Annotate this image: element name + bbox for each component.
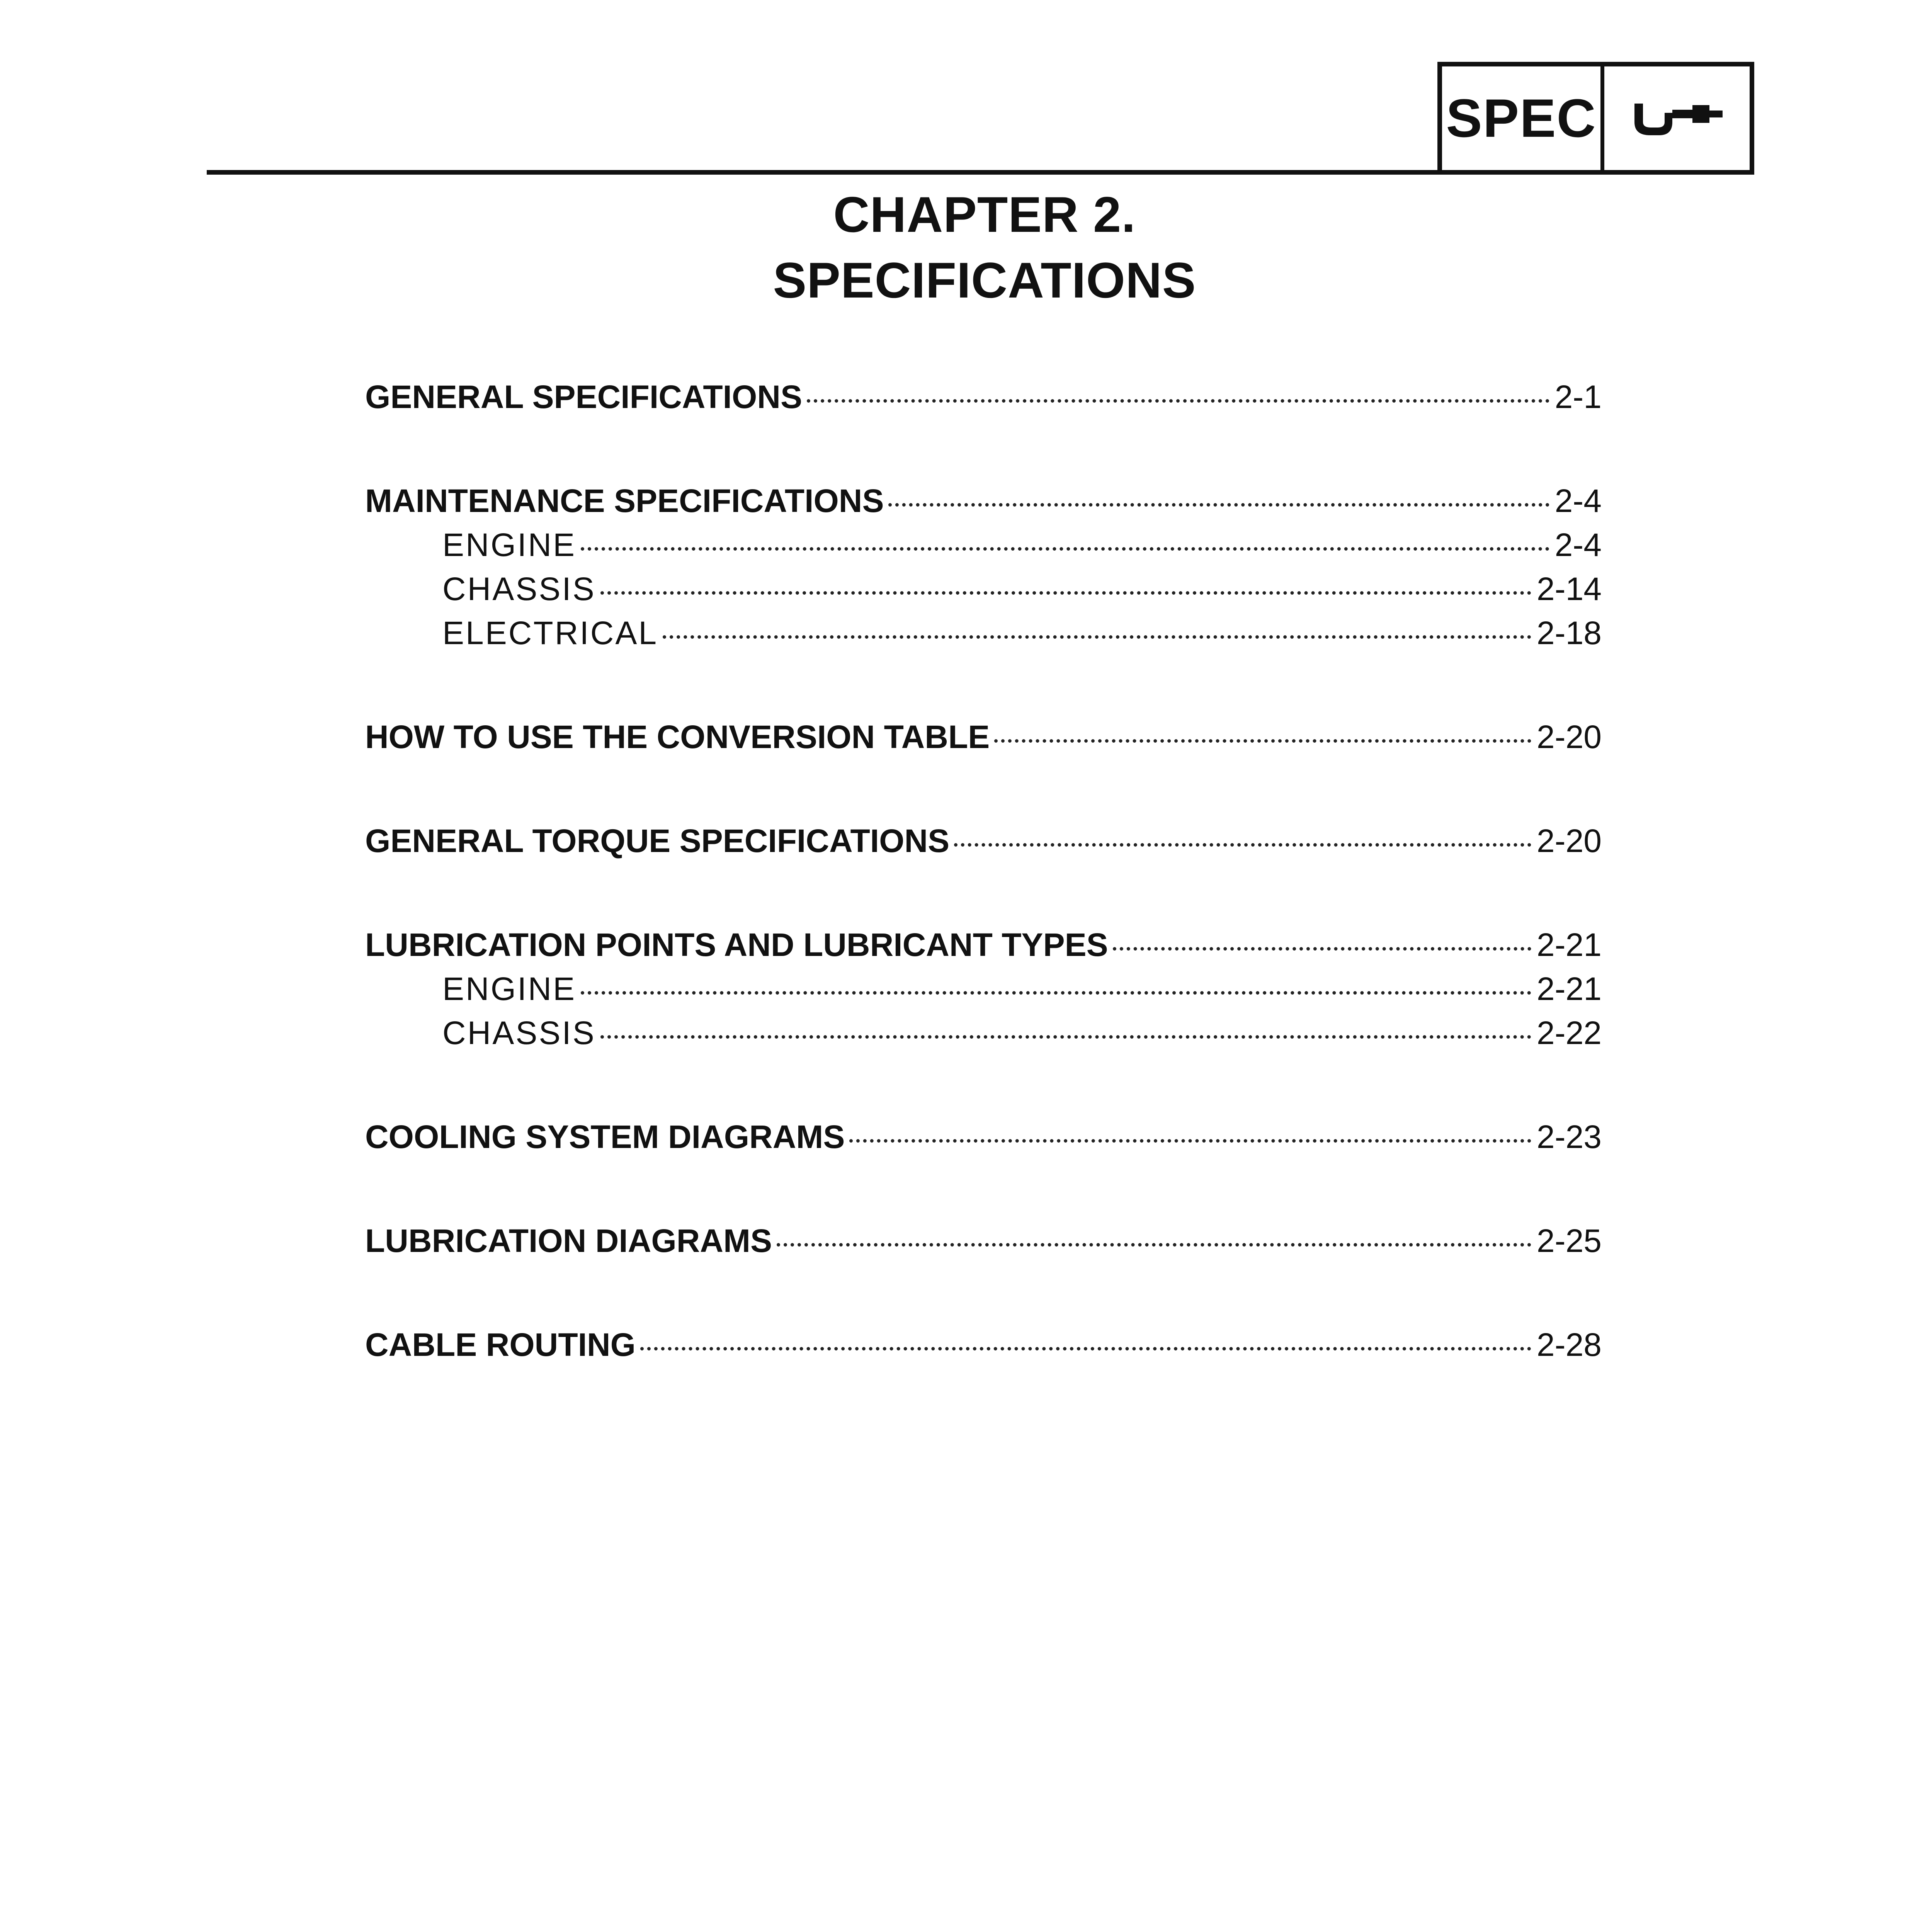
toc-group <box>365 375 1602 419</box>
toc-subentry-page: 2-22 <box>1536 1015 1602 1051</box>
header-rule <box>207 170 1437 175</box>
dot-leader <box>888 503 1549 507</box>
toc-entry[interactable] <box>365 1323 1602 1367</box>
toc-subentry[interactable] <box>365 611 1602 655</box>
toc-entry-page: 2-4 <box>1554 483 1602 519</box>
toc-subentry-label: CHASSIS <box>442 571 596 607</box>
dot-leader <box>1113 947 1531 951</box>
toc-entry[interactable] <box>365 375 1602 419</box>
toc-entry-label: GENERAL SPECIFICATIONS <box>365 379 803 415</box>
toc-entry-page: 2-21 <box>1536 927 1602 963</box>
dot-leader <box>600 1035 1531 1039</box>
chapter-number: CHAPTER 2. <box>833 186 1136 243</box>
toc-entry-page: 2-28 <box>1536 1327 1602 1363</box>
toc-subentry[interactable] <box>365 967 1602 1011</box>
dot-leader <box>807 399 1549 403</box>
toc-subentry[interactable] <box>365 567 1602 611</box>
micrometer-icon <box>1627 95 1727 141</box>
toc-entry-label: LUBRICATION DIAGRAMS <box>365 1223 772 1259</box>
toc-subentry-label: CHASSIS <box>442 1015 596 1051</box>
toc-entry-label: COOLING SYSTEM DIAGRAMS <box>365 1119 845 1155</box>
toc-group <box>365 1115 1602 1159</box>
toc-group <box>365 715 1602 759</box>
dot-leader <box>581 991 1531 995</box>
toc-group <box>365 479 1602 655</box>
toc-entry-page: 2-23 <box>1536 1119 1602 1155</box>
dot-leader <box>954 843 1531 847</box>
toc-subentry-page: 2-4 <box>1554 527 1602 563</box>
toc-subentry-label: ELECTRICAL <box>442 615 658 651</box>
toc-group <box>365 819 1602 863</box>
toc-entry-label: GENERAL TORQUE SPECIFICATIONS <box>365 823 950 859</box>
dot-leader <box>600 591 1531 595</box>
toc-subentry[interactable] <box>365 1011 1602 1055</box>
dot-leader <box>849 1139 1531 1143</box>
toc-entry[interactable] <box>365 1219 1602 1263</box>
toc-entry-label: MAINTENANCE SPECIFICATIONS <box>365 483 884 519</box>
section-tab <box>1437 62 1754 175</box>
dot-leader <box>581 547 1549 551</box>
toc-subentry-page: 2-14 <box>1536 571 1602 607</box>
toc-entry-label: LUBRICATION POINTS AND LUBRICANT TYPES <box>365 927 1108 963</box>
toc-entry[interactable] <box>365 479 1602 523</box>
table-of-contents <box>365 375 1602 1427</box>
toc-subentry-label: ENGINE <box>442 971 577 1007</box>
toc-entry-label: CABLE ROUTING <box>365 1327 636 1363</box>
toc-entry[interactable] <box>365 715 1602 759</box>
section-label: SPEC <box>1442 66 1604 170</box>
toc-group <box>365 1323 1602 1367</box>
dot-leader <box>777 1243 1531 1247</box>
toc-subentry-label: ENGINE <box>442 527 577 563</box>
toc-group <box>365 1219 1602 1263</box>
section-icon-cell <box>1604 66 1750 170</box>
chapter-title <box>0 182 1932 313</box>
toc-group <box>365 923 1602 1055</box>
toc-entry-page: 2-1 <box>1554 379 1602 415</box>
toc-subentry-page: 2-21 <box>1536 971 1602 1007</box>
chapter-name: SPECIFICATIONS <box>773 252 1196 308</box>
toc-subentry[interactable] <box>365 523 1602 567</box>
toc-entry-page: 2-20 <box>1536 719 1602 755</box>
toc-entry-page: 2-20 <box>1536 823 1602 859</box>
toc-entry-page: 2-25 <box>1536 1223 1602 1259</box>
toc-entry-label: HOW TO USE THE CONVERSION TABLE <box>365 719 990 755</box>
toc-subentry-page: 2-18 <box>1536 615 1602 651</box>
dot-leader <box>994 739 1531 743</box>
toc-entry[interactable] <box>365 923 1602 967</box>
dot-leader <box>663 635 1531 639</box>
toc-entry[interactable] <box>365 1115 1602 1159</box>
dot-leader <box>640 1347 1531 1350</box>
toc-entry[interactable] <box>365 819 1602 863</box>
